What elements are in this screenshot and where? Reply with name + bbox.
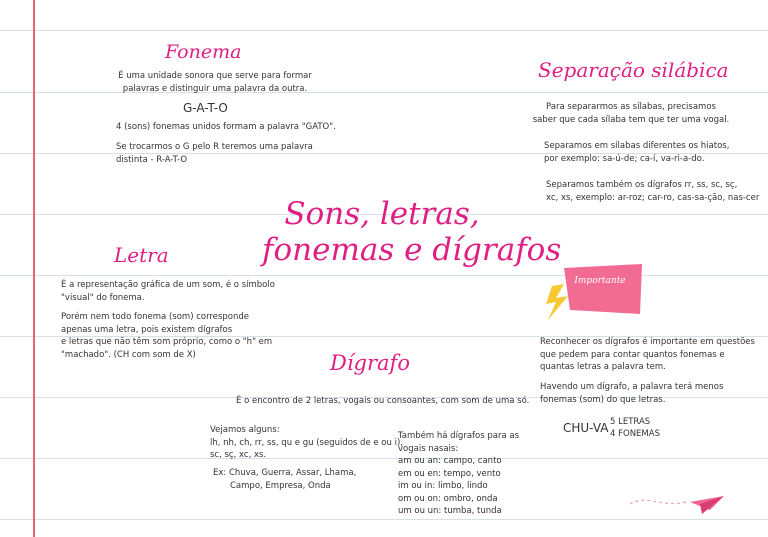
text-line: xc, xs, exemplo: ar-roz; car-ro, cas-sa-ção, nas-cer: [546, 192, 760, 203]
importante-label: Importante: [574, 276, 626, 286]
fonema-swap: [116, 141, 313, 166]
lightning-icon: [546, 284, 568, 320]
margin-line: [33, 0, 35, 537]
text-line: um ou un: tumba, tunda: [398, 506, 502, 516]
text-line: distinta - R-A-T-O: [116, 154, 188, 165]
text-line: Ex: Chuva, Guerra, Assar, Lhama,: [213, 468, 357, 478]
text-line: vogais nasais:: [398, 443, 459, 454]
text-line: Porém nem todo fonema (som) corresponde: [61, 312, 250, 322]
letra-definition: [61, 279, 275, 304]
separacao-digrafos: [546, 179, 759, 204]
fonema-example-desc: 4 (sons) fonemas unidos formam a palavra "GATO".: [116, 122, 336, 132]
text-line: Se trocarmos o G pelo R teremos uma palavra: [116, 142, 313, 152]
text-line: Campo, Empresa, Onda: [230, 480, 331, 491]
notebook-rule: [0, 275, 768, 276]
text-line: lh, nh, ch, rr, ss, qu e gu (seguidos de e ou i),: [210, 437, 403, 448]
text-line: por exemplo: sa-ú-de; ca-í, va-ri-a-do.: [544, 153, 705, 164]
badge-shape: [564, 264, 642, 314]
text-line: É a representação gráfica de um som, é o símbolo: [61, 280, 275, 290]
importante-badge: [542, 264, 646, 324]
separacao-heading: Separação silábica: [538, 58, 729, 82]
text-line: quantas letras a palavra tem.: [540, 362, 666, 372]
text-line: sc, sç, xc, xs.: [210, 450, 267, 460]
chuva-counts: [610, 416, 660, 440]
text-line: Reconhecer os dígrafos é importante em questões: [540, 337, 755, 347]
importante-text: [540, 336, 755, 374]
text-line: É uma unidade sonora que serve para formar: [118, 71, 312, 81]
fonema-definition: [100, 70, 330, 95]
text-line: em ou en: tempo, vento: [398, 468, 501, 479]
text-line: que pedem para contar quantos fonemas e: [540, 349, 725, 360]
text-line: apenas uma letra, pois existem dígrafos: [61, 324, 233, 335]
digrafo-definition: É o encontro de 2 letras, vogais ou consoantes, com som de uma só.: [236, 396, 530, 406]
text-line: im ou in: limbo, lindo: [398, 481, 488, 491]
digrafo-nasal: [398, 430, 519, 518]
chuva-example: CHU-VA: [563, 421, 609, 435]
letra-note: [61, 311, 272, 361]
digrafo-examples: [213, 467, 356, 492]
text-line: Também há dígrafos para as: [398, 431, 520, 441]
text-line: fonemas (som) do que letras.: [540, 394, 666, 405]
text-line: Para separarmos as sílabas, precisamos: [546, 102, 716, 112]
digrafo-list: [210, 424, 403, 462]
importante-text-2: [540, 381, 723, 406]
text-line: Havendo um dígrafo, a palavra terá menos: [540, 382, 724, 392]
text-line: "visual" do fonema.: [61, 292, 145, 303]
fonema-example-word: G-A-T-O: [183, 101, 228, 115]
text-line: am ou an: campo, canto: [398, 456, 502, 466]
text-line: Separamos também os dígrafos rr, ss, sc, sç,: [546, 180, 738, 190]
title-line-1: Sons, letras,: [284, 196, 480, 232]
text-line: "machado". (CH com som de X): [61, 349, 196, 360]
fonema-heading: Fonema: [165, 41, 242, 63]
phoneme-count: 4 FONEMAS: [610, 429, 660, 439]
separacao-intro: [518, 101, 744, 126]
digrafo-heading: Dígrafo: [330, 351, 410, 375]
text-line: Vejamos alguns:: [210, 425, 280, 435]
paper-plane-icon: [628, 492, 728, 522]
text-line: palavras e distinguir uma palavra da outra.: [122, 83, 308, 94]
text-line: saber que cada sílaba tem que ter uma vogal.: [532, 114, 730, 125]
page-title: [262, 196, 562, 268]
text-line: Separamos em sílabas diferentes os hiatos,: [544, 141, 730, 151]
notebook-rule: [0, 30, 768, 31]
letter-count: 5 LETRAS: [610, 417, 651, 427]
text-line: om ou on: ombro, onda: [398, 493, 498, 504]
title-line-2: fonemas e dígrafos: [262, 232, 562, 268]
text-line: e letras que não têm som próprio, como o "h" em: [61, 337, 273, 347]
separacao-hiatos: [544, 140, 729, 165]
letra-heading: Letra: [114, 243, 169, 267]
